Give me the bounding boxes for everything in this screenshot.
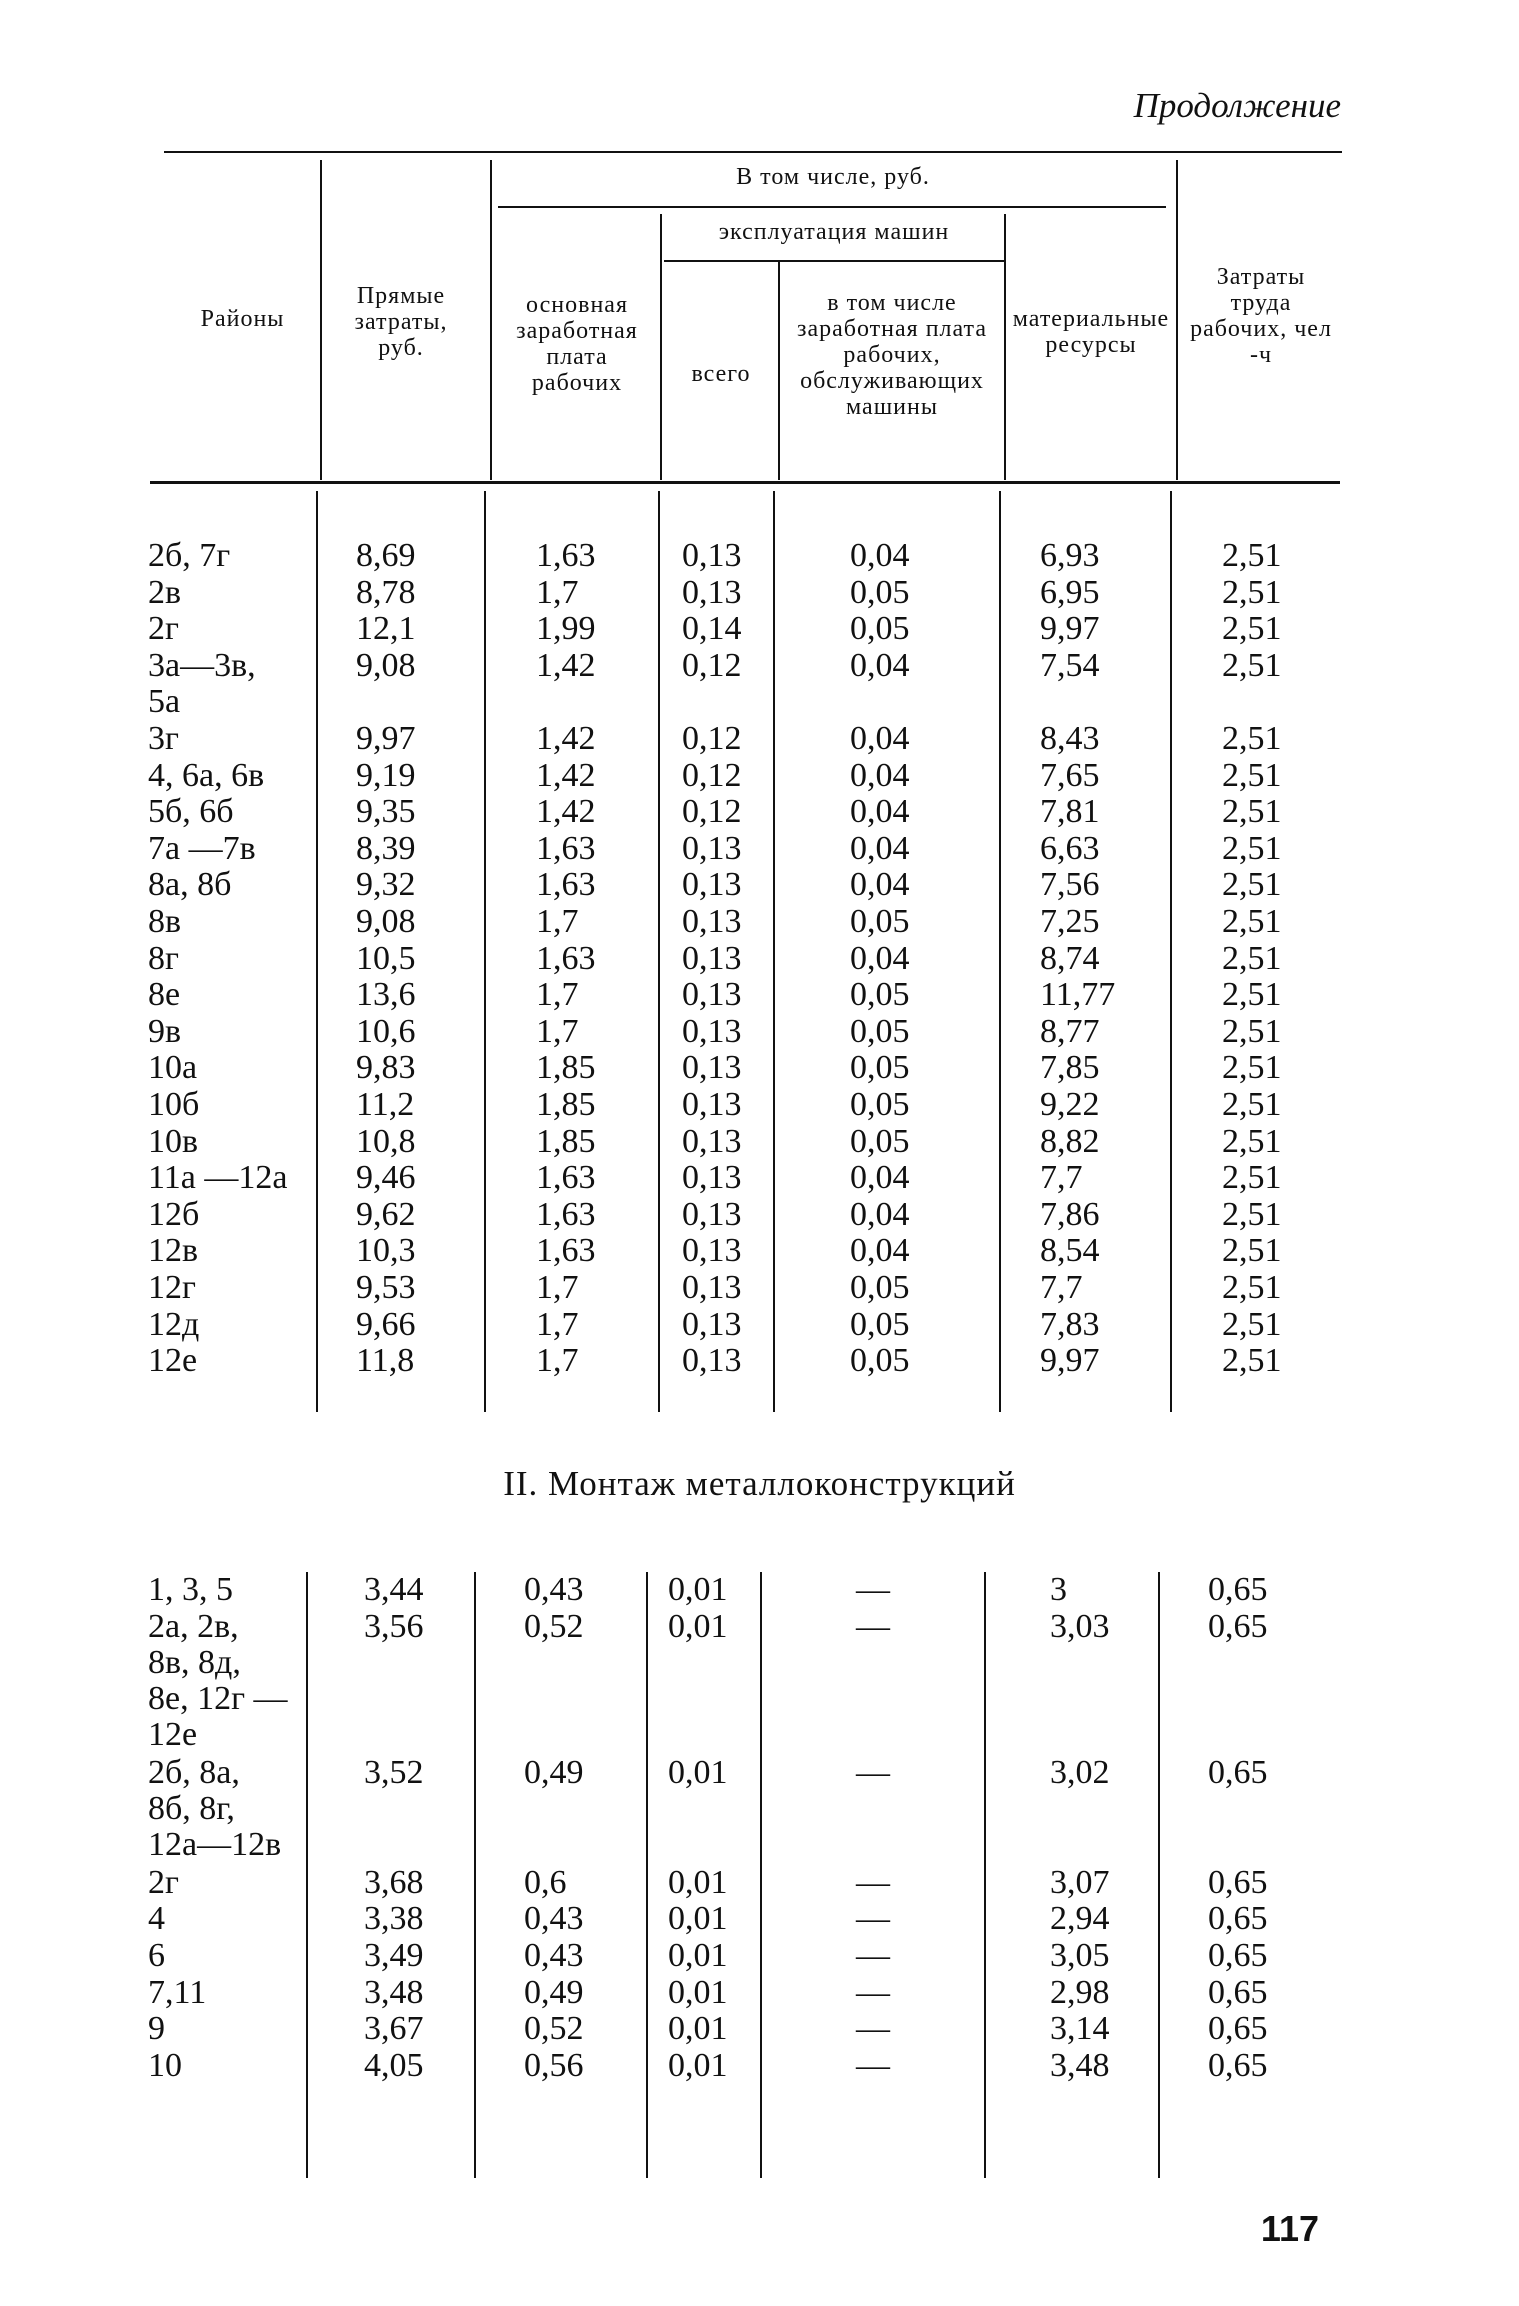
cell-labor: 2,51 [1222,756,1282,794]
cell-materials: 7,65 [1040,756,1100,794]
cell-total: 0,13 [682,1012,742,1050]
cell-direct: 3,44 [364,1571,424,1608]
cell-total: 0,13 [682,1342,742,1380]
cell-total: 0,01 [668,2010,728,2048]
cell-direct: 9,32 [356,866,416,904]
cell-labor: 0,65 [1208,1863,1268,1901]
cell-region: 2г [148,1863,179,1901]
cell-labor: 2,51 [1222,976,1282,1014]
cell-labor: 2,51 [1222,1305,1282,1343]
cell-wages: 1,63 [536,829,596,867]
cell-direct: 10,6 [356,1012,416,1050]
cell-mwages: — [856,1754,890,1791]
cell-materials: 7,83 [1040,1305,1100,1343]
cell-region: 2г [148,610,179,648]
cell-direct: 3,67 [364,2010,424,2048]
cell-mwages: — [856,1973,890,2011]
cell-direct: 9,66 [356,1305,416,1343]
cell-materials: 3,14 [1050,2010,1110,2048]
cell-labor: 0,65 [1208,1607,1268,1645]
cell-wages: 1,63 [536,866,596,904]
cell-region: 3г [148,720,179,757]
machine-rule [664,260,1004,262]
cell-region: 5б, 6б [148,793,234,831]
cell-region: 12д [148,1305,200,1343]
cell-direct: 8,39 [356,829,416,867]
header-including: В том числе, руб. [736,164,930,190]
section2-title: II. Монтаж металлоконструкций [503,1464,1016,1503]
cell-labor: 2,51 [1222,1049,1282,1087]
cell-region: 2а, 2в, 8в, 8д, 8е, 12г — 12е [148,1607,288,1753]
cell-region: 12е [148,1342,198,1380]
cell-materials: 8,77 [1040,1012,1100,1050]
cell-mwages: 0,05 [850,1122,910,1160]
cell-materials: 7,81 [1040,793,1100,831]
cell-materials: 7,7 [1040,1269,1083,1306]
cell-labor: 0,65 [1208,1937,1268,1974]
cell-direct: 9,62 [356,1195,416,1233]
header-bottom-rule [150,481,1340,484]
cell-region: 3а—3в, 5а [148,646,256,720]
cell-region: 8е [148,976,181,1014]
cell-labor: 0,65 [1208,1973,1268,2011]
header-col-divider [778,262,780,480]
cell-direct: 11,2 [356,1086,415,1123]
cell-direct: 11,8 [356,1342,415,1380]
cell-labor: 2,51 [1222,573,1282,611]
cell-labor: 0,65 [1208,1754,1268,1791]
cell-wages: 0,43 [524,1937,584,1974]
cell-mwages: 0,04 [850,866,910,904]
cell-labor: 2,51 [1222,537,1282,574]
cell-direct: 9,08 [356,646,416,684]
cell-mwages: 0,05 [850,976,910,1014]
cell-total: 0,01 [668,1937,728,1974]
body-col-divider [1158,1572,1160,2178]
cell-wages: 1,42 [536,756,596,794]
cell-labor: 2,51 [1222,646,1282,684]
cell-mwages: 0,05 [850,1269,910,1306]
cell-labor: 2,51 [1222,720,1282,757]
cell-mwages: 0,05 [850,1012,910,1050]
cell-labor: 2,51 [1222,903,1282,940]
cell-wages: 0,6 [524,1863,567,1901]
cell-mwages: 0,05 [850,1342,910,1380]
cell-mwages: 0,04 [850,646,910,684]
cell-wages: 1,63 [536,1232,596,1270]
cell-wages: 0,52 [524,1607,584,1645]
cell-direct: 3,49 [364,1937,424,1974]
cell-region: 9в [148,1012,182,1050]
cell-region: 4 [148,1900,165,1938]
cell-materials: 6,93 [1040,537,1100,574]
cell-materials: 8,54 [1040,1232,1100,1270]
cell-labor: 2,51 [1222,610,1282,648]
cell-mwages: — [856,1900,890,1938]
cell-region: 6 [148,1937,165,1974]
cell-mwages: 0,05 [850,573,910,611]
cell-direct: 4,05 [364,2046,424,2084]
cell-wages: 0,56 [524,2046,584,2084]
cell-total: 0,12 [682,646,742,684]
cell-total: 0,01 [668,1571,728,1608]
body-col-divider [999,491,1001,1412]
cell-total: 0,13 [682,1305,742,1343]
cell-direct: 9,08 [356,903,416,940]
body-col-divider [984,1572,986,2178]
header-col-divider [1176,160,1178,480]
cell-materials: 8,43 [1040,720,1100,757]
cell-labor: 0,65 [1208,2010,1268,2048]
cell-total: 0,13 [682,1159,742,1197]
cell-labor: 2,51 [1222,866,1282,904]
cell-direct: 10,8 [356,1122,416,1160]
cell-wages: 0,49 [524,1754,584,1791]
cell-wages: 1,7 [536,573,579,611]
cell-total: 0,01 [668,1863,728,1901]
cell-wages: 1,7 [536,1269,579,1306]
cell-labor: 2,51 [1222,1195,1282,1233]
cell-region: 12г [148,1269,196,1306]
header-machine-wages: в том числе заработная плата рабочих, обслуживающих машины [797,290,987,420]
cell-materials: 8,74 [1040,939,1100,977]
cell-materials: 7,56 [1040,866,1100,904]
cell-total: 0,13 [682,1122,742,1160]
cell-materials: 7,25 [1040,903,1100,940]
body-col-divider [658,491,660,1412]
cell-direct: 9,97 [356,720,416,757]
cell-wages: 1,63 [536,1195,596,1233]
cell-direct: 8,69 [356,537,416,574]
header-basic-wages: основная заработная плата рабочих [516,292,638,396]
cell-wages: 1,7 [536,1305,579,1343]
cell-region: 10 [148,2046,182,2084]
cell-mwages: 0,04 [850,1232,910,1270]
cell-wages: 1,85 [536,1086,596,1123]
header-col-divider [490,160,492,480]
cell-materials: 7,54 [1040,646,1100,684]
cell-total: 0,01 [668,1900,728,1938]
cell-direct: 9,35 [356,793,416,831]
cell-direct: 3,56 [364,1607,424,1645]
header-direct-costs: Прямые затраты, руб. [354,283,448,361]
cell-region: 2б, 8а, 8б, 8г, 12а—12в [148,1754,282,1863]
cell-mwages: 0,05 [850,1086,910,1123]
body-col-divider [646,1572,648,2178]
cell-total: 0,13 [682,1086,742,1123]
cell-region: 12в [148,1232,199,1270]
cell-region: 10б [148,1086,200,1123]
cell-total: 0,13 [682,939,742,977]
cell-mwages: — [856,1607,890,1645]
cell-materials: 3,48 [1050,2046,1110,2084]
header-col-divider [1004,214,1006,480]
body-col-divider [1170,491,1172,1412]
cell-materials: 3,03 [1050,1607,1110,1645]
cell-mwages: 0,05 [850,903,910,940]
cell-region: 2б, 7г [148,537,231,574]
cell-direct: 10,3 [356,1232,416,1270]
cell-region: 7,11 [148,1973,207,2011]
cell-labor: 0,65 [1208,1571,1268,1608]
cell-mwages: 0,04 [850,537,910,574]
header-col-divider [320,160,322,480]
cell-labor: 2,51 [1222,793,1282,831]
cell-materials: 8,82 [1040,1122,1100,1160]
cell-labor: 2,51 [1222,1159,1282,1197]
cell-region: 2в [148,573,182,611]
cell-materials: 7,86 [1040,1195,1100,1233]
cell-wages: 1,63 [536,939,596,977]
cell-mwages: 0,05 [850,1305,910,1343]
cell-materials: 2,94 [1050,1900,1110,1938]
cell-mwages: — [856,2010,890,2048]
cell-region: 8в [148,903,182,940]
cell-wages: 0,49 [524,1973,584,2011]
cell-total: 0,13 [682,866,742,904]
cell-mwages: 0,05 [850,610,910,648]
cell-wages: 1,63 [536,537,596,574]
cell-labor: 2,51 [1222,939,1282,977]
cell-direct: 13,6 [356,976,416,1014]
cell-mwages: 0,04 [850,720,910,757]
cell-total: 0,14 [682,610,742,648]
cell-materials: 6,63 [1040,829,1100,867]
header-col-divider [660,214,662,480]
cell-mwages: — [856,1937,890,1974]
cell-wages: 1,7 [536,976,579,1014]
cell-mwages: 0,04 [850,1195,910,1233]
cell-total: 0,12 [682,793,742,831]
cell-mwages: 0,04 [850,756,910,794]
body-col-divider [306,1572,308,2178]
cell-direct: 3,52 [364,1754,424,1791]
cell-total: 0,01 [668,1607,728,1645]
cell-labor: 2,51 [1222,1086,1282,1123]
cell-direct: 3,48 [364,1973,424,2011]
continuation-label: Продолжение [1133,86,1341,125]
header-materials: материальные ресурсы [1012,306,1170,358]
cell-wages: 0,43 [524,1900,584,1938]
cell-total: 0,13 [682,1269,742,1306]
cell-labor: 2,51 [1222,1269,1282,1306]
cell-direct: 12,1 [356,610,416,648]
cell-total: 0,13 [682,1195,742,1233]
cell-wages: 1,99 [536,610,596,648]
cell-total: 0,13 [682,1232,742,1270]
cell-wages: 0,52 [524,2010,584,2048]
cell-total: 0,01 [668,2046,728,2084]
cell-direct: 9,19 [356,756,416,794]
cell-labor: 0,65 [1208,2046,1268,2084]
table-top-rule [164,151,1342,153]
cell-total: 0,12 [682,756,742,794]
body-col-divider [484,491,486,1412]
cell-region: 8а, 8б [148,866,232,904]
cell-region: 1, 3, 5 [148,1571,233,1608]
cell-region: 8г [148,939,179,977]
header-labor: Затраты труда рабочих, чел -ч [1190,264,1332,368]
cell-total: 0,01 [668,1754,728,1791]
cell-wages: 1,7 [536,1012,579,1050]
cell-labor: 2,51 [1222,829,1282,867]
cell-wages: 1,42 [536,646,596,684]
cell-wages: 0,43 [524,1571,584,1608]
cell-materials: 3,05 [1050,1937,1110,1974]
header-machine-operation: эксплуатация машин [718,219,950,245]
cell-materials: 9,97 [1040,1342,1100,1380]
cell-materials: 3 [1050,1571,1067,1608]
cell-materials: 2,98 [1050,1973,1110,2011]
cell-materials: 3,02 [1050,1754,1110,1791]
cell-materials: 9,22 [1040,1086,1100,1123]
body-col-divider [474,1572,476,2178]
cell-direct: 9,46 [356,1159,416,1197]
cell-mwages: 0,04 [850,829,910,867]
cell-wages: 1,63 [536,1159,596,1197]
cell-total: 0,01 [668,1973,728,2011]
cell-total: 0,12 [682,720,742,757]
cell-wages: 1,85 [536,1049,596,1087]
cell-labor: 2,51 [1222,1342,1282,1380]
cell-direct: 8,78 [356,573,416,611]
cell-region: 11а —12а [148,1159,288,1197]
cell-materials: 7,7 [1040,1159,1083,1197]
cell-mwages: — [856,2046,890,2084]
cell-labor: 0,65 [1208,1900,1268,1938]
cell-labor: 2,51 [1222,1012,1282,1050]
cell-mwages: 0,04 [850,1159,910,1197]
cell-wages: 1,42 [536,793,596,831]
cell-materials: 11,77 [1040,976,1116,1014]
cell-mwages: — [856,1863,890,1901]
cell-direct: 3,38 [364,1900,424,1938]
body-col-divider [773,491,775,1412]
cell-total: 0,13 [682,537,742,574]
cell-direct: 9,53 [356,1269,416,1306]
cell-mwages: 0,04 [850,939,910,977]
cell-region: 9 [148,2010,165,2048]
cell-mwages: — [856,1571,890,1608]
cell-materials: 9,97 [1040,610,1100,648]
cell-wages: 1,7 [536,1342,579,1380]
cell-region: 12б [148,1195,200,1233]
cell-total: 0,13 [682,903,742,940]
cell-total: 0,13 [682,976,742,1014]
cell-total: 0,13 [682,829,742,867]
cell-region: 10в [148,1122,199,1160]
cell-labor: 2,51 [1222,1232,1282,1270]
cell-total: 0,13 [682,573,742,611]
cell-direct: 10,5 [356,939,416,977]
cell-region: 4, 6а, 6в [148,756,265,794]
cell-direct: 9,83 [356,1049,416,1087]
cell-mwages: 0,05 [850,1049,910,1087]
cell-materials: 7,85 [1040,1049,1100,1087]
cell-region: 10а [148,1049,198,1087]
cell-wages: 1,7 [536,903,579,940]
page-number: 117 [1260,2208,1319,2249]
cell-wages: 1,42 [536,720,596,757]
cell-mwages: 0,04 [850,793,910,831]
body-col-divider [316,491,318,1412]
cell-direct: 3,68 [364,1863,424,1901]
including-rule [498,206,1166,208]
cell-total: 0,13 [682,1049,742,1087]
cell-materials: 6,95 [1040,573,1100,611]
cell-materials: 3,07 [1050,1863,1110,1901]
cell-wages: 1,85 [536,1122,596,1160]
header-region: Районы [200,306,285,332]
cell-region: 7а —7в [148,829,256,867]
cell-labor: 2,51 [1222,1122,1282,1160]
header-total: всего [691,361,751,387]
